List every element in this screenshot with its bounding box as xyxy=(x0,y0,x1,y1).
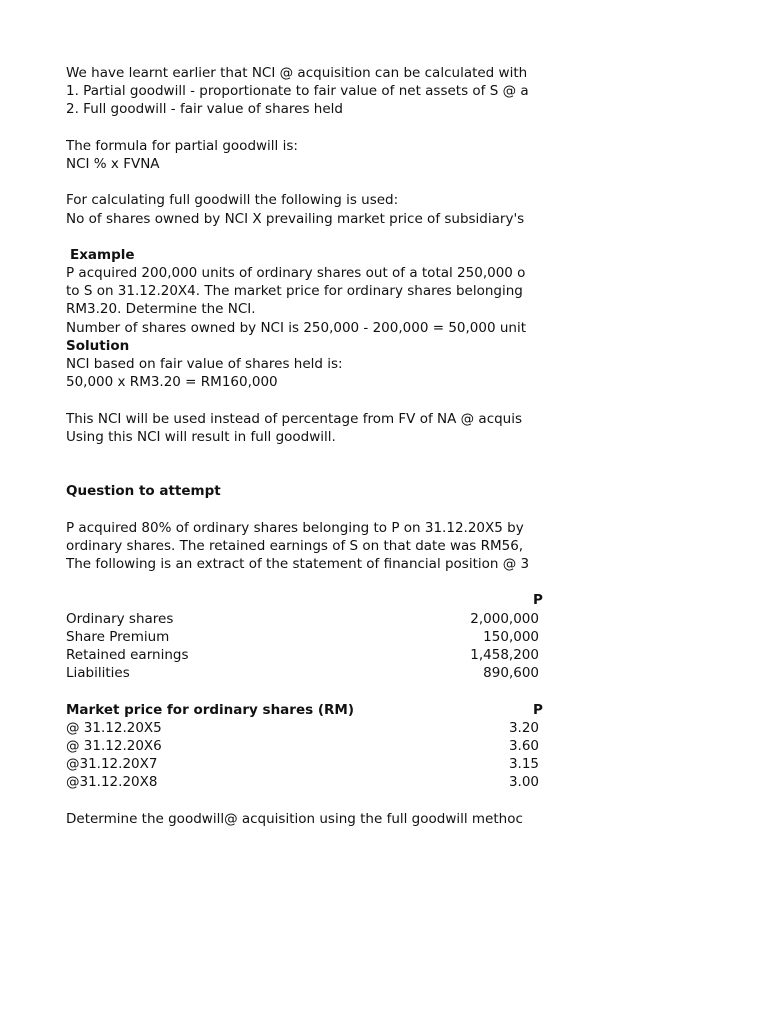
price-table-header xyxy=(66,701,546,719)
spacer xyxy=(66,391,546,409)
price-table-heading: Market price for ordinary shares (RM) xyxy=(66,701,355,718)
spacer xyxy=(66,464,546,482)
spacer xyxy=(66,792,546,810)
table-row xyxy=(66,664,546,682)
example-line: to S on 31.12.20X4. The market price for ordinary shares belonging xyxy=(66,283,523,300)
example-line: P acquired 200,000 units of ordinary shares out of a total 250,000 o xyxy=(66,265,526,282)
question-line: ordinary shares. The retained earnings of S on that date was RM56, xyxy=(66,537,524,554)
row-label: @ 31.12.20X6 xyxy=(66,737,162,754)
row-label: @31.12.20X8 xyxy=(66,774,158,791)
table-row xyxy=(66,755,546,773)
table-row xyxy=(66,628,546,646)
spacer xyxy=(66,119,546,137)
row-value: 3.60 xyxy=(508,737,539,754)
closing-task: Determine the goodwill@ acquisition using the full goodwill methoc xyxy=(66,810,523,827)
spacer xyxy=(66,501,546,519)
spacer xyxy=(66,228,546,246)
document-page xyxy=(66,64,546,864)
intro-text: We have learnt earlier that NCI @ acquisition can be calculated with xyxy=(66,65,528,81)
sfp-table-header xyxy=(66,591,546,609)
price-table xyxy=(66,701,546,792)
spacer xyxy=(66,446,546,464)
column-header-p: P xyxy=(533,592,543,609)
full-formula: No of shares owned by NCI X prevailing market price of subsidiary's xyxy=(66,210,525,227)
row-value: 2,000,000 xyxy=(470,610,539,627)
example-line: RM3.20. Determine the NCI. xyxy=(66,301,256,318)
row-value: 150,000 xyxy=(483,628,539,645)
table-row xyxy=(66,773,546,791)
row-value: 3.20 xyxy=(508,719,539,736)
row-label: Liabilities xyxy=(66,665,130,682)
intro-item-partial: 1. Partial goodwill - proportionate to fair value of net assets of S @ a xyxy=(66,83,529,100)
column-header-p: P xyxy=(533,701,543,718)
table-row xyxy=(66,737,546,755)
solution-heading: Solution xyxy=(66,337,130,354)
row-label: Retained earnings xyxy=(66,647,189,663)
solution-line: 50,000 x RM3.20 = RM160,000 xyxy=(66,374,278,391)
question-heading: Question to attempt xyxy=(66,483,221,500)
row-value: 890,600 xyxy=(483,665,539,682)
partial-formula-heading: The formula for partial goodwill is: xyxy=(66,137,298,154)
question-line: P acquired 80% of ordinary shares belonging to P on 31.12.20X5 by xyxy=(66,519,524,536)
row-label: Ordinary shares xyxy=(66,610,174,627)
sfp-table xyxy=(66,591,546,682)
solution-line: NCI based on fair value of shares held is: xyxy=(66,356,343,372)
row-value: 3.15 xyxy=(508,756,539,773)
spacer xyxy=(66,573,546,591)
row-label: @ 31.12.20X5 xyxy=(66,719,162,736)
table-row xyxy=(66,646,546,664)
row-label: @31.12.20X7 xyxy=(66,756,158,773)
solution-line: This NCI will be used instead of percentage from FV of NA @ acquis xyxy=(66,410,523,427)
spacer xyxy=(66,682,546,700)
spacer xyxy=(66,173,546,191)
partial-formula: NCI % x FVNA xyxy=(66,155,160,172)
intro-item-full: 2. Full goodwill - fair value of shares held xyxy=(66,101,343,118)
full-formula-heading: For calculating full goodwill the following is used: xyxy=(66,192,399,209)
question-line: The following is an extract of the statement of financial position @ 3 xyxy=(66,556,530,573)
example-heading: Example xyxy=(70,246,135,263)
row-value: 3.00 xyxy=(508,774,539,791)
row-label: Share Premium xyxy=(66,628,170,645)
table-row xyxy=(66,610,546,628)
example-line: Number of shares owned by NCI is 250,000 - 200,000 = 50,000 unit xyxy=(66,319,527,336)
solution-line: Using this NCI will result in full goodwill. xyxy=(66,428,336,445)
row-value: 1,458,200 xyxy=(470,647,539,663)
table-row xyxy=(66,719,546,737)
